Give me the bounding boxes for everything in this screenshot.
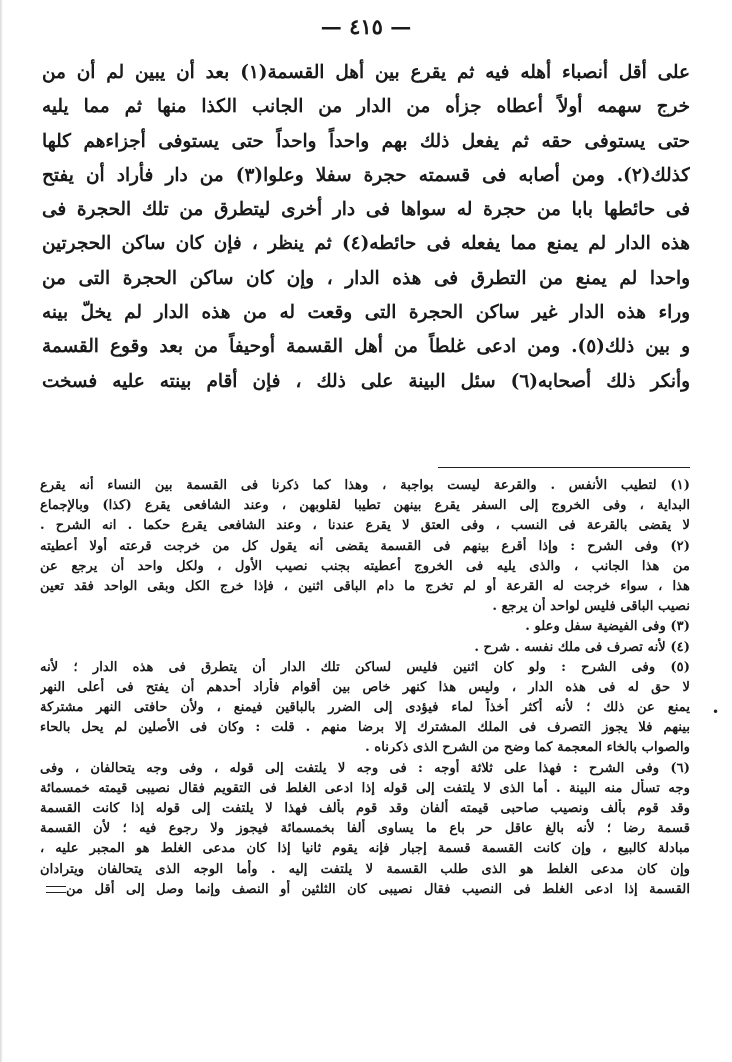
- main-line: فى حائطها بابا من حجرة له سواها فى دار أخرى ليتطرق من تلك الحجرة فى: [42, 199, 690, 221]
- footnote-last-text: القسمة إذا ادعى الغلط فى النصيب فقال نصيبى كان الثلثين أو النصف وإنما وصل إلى أقل من: [66, 881, 690, 897]
- footnote-line: البداية ، وفى الخروج إلى السفر يقرع بينهن تطيبا لقلوبهن ، وعند الشافعى يقرع (كذا) وبالإجماع: [40, 498, 690, 514]
- footnotes-block: [40, 476, 690, 900]
- footnote-line: من هذا الجانب ، والذى يليه فى الخروج أعطيته بجنب نصيب الأول ، ولكل واحد أن يرجع عن: [40, 558, 690, 574]
- footnote-line: بينهم فلا يجوز التصرف فى الملك المشترك إلا برضا منهم . قلت : وكان فى الأصلين لم يحل بالحاء: [40, 720, 690, 736]
- footnote-line: لا حق له فى هذه الدار ، وليس هذا كنهر خاص بين أقوام فأراد أحدهم أن يفتح فى أعلى النهر: [40, 679, 690, 695]
- footnote-line: وقد قوم بألف ونصيب صاحبى قيمته ألفان وقد قوم بألف فهذا لا يلتفت إلى قوله إذا كانت القسمة: [40, 801, 690, 816]
- margin-mark: •: [712, 705, 720, 719]
- main-line: واحدا لم يمنع من التطرق فى هذه الدار ، وإن كان ساكن الحجرة التى من: [42, 267, 690, 289]
- scan-edge: [0, 0, 3, 1062]
- main-line: خرج سهمه أولاً أعطاه جزأه من الدار من الجانب الكذا منها ثم مما يليه: [42, 96, 690, 118]
- main-line: هذه الدار لم يمنع مما يفعله فى حائطه(٤) ثم ينظر ، فإن كان ساكن الحجرتين: [42, 233, 690, 255]
- footnote-line: (٢) وفى الشرح : وإذا أقرع بينهم فى القسمة يقضى أنه يقول كل من خرجت قرعته أولا أعطيته: [40, 538, 690, 554]
- footnote-divider: [438, 467, 690, 468]
- main-line: و بين ذلك(٥). ومن ادعى غلطاً من أهل القسمة أوحيفاً من بعد وقوع القسمة: [42, 336, 690, 358]
- footnote-line: (٦) وفى الشرح : فهذا على ثلاثة أوجه : فى وجه لا يلتفت إلى قوله ، وفى وجه يتحالفان ، وفى: [40, 760, 690, 776]
- page-number: — ٤١٥ —: [320, 14, 412, 39]
- continuation-mark: [46, 886, 66, 893]
- main-line: وأنكر ذلك أصحابه(٦) سئل البينة على ذلك ، فإن أقام بينته عليه فسخت: [42, 370, 690, 392]
- footnote-line: نصيب الباقى فليس لواحد أن يرجع .: [492, 599, 690, 615]
- footnote-line: (١) لتطيب الأنفس . والقرعة ليست بواجبة ، وهذا كما ذكرنا فى القسمة بين النساء أنه يقرع: [40, 478, 690, 493]
- footnote-line: قسمة رضا ؛ لأنه بالغ عاقل حر باع ما يساوى ألفا بخمسمائة فيجوز ولا رجوع فيه ؛ لأن القسمة: [40, 821, 690, 837]
- footnote-line-last: [40, 880, 690, 900]
- footnote-line: (٥) وفى الشرح : ولو كان اثنين فليس لساكن تلك الدار أن يتطرق فى هذه الدار ؛ لأنه: [40, 659, 690, 675]
- main-line: حتى يستوفى حقه ثم يفعل ذلك بهم واحداً واحداً حتى يستوفى أجزاءهم كلها: [42, 130, 690, 152]
- footnote-line: مبادلة كالبيع ، وإن كانت القسمة قسمة إجبار فإنه يقوم ثانيا إذا كان مدعى الغلط هو المجبر عليه ،: [40, 841, 690, 857]
- main-line: كذلك(٢). ومن أصابه فى قسمته حجرة سفلا وعلوا(٣) من دار فأراد أن يفتح: [42, 164, 690, 186]
- main-text-block: [42, 56, 690, 399]
- main-line: وراء هذه الدار غير ساكن الحجرة التى وقعت له من هذه الدار لم يخلّ بينه: [42, 302, 690, 324]
- main-line: على أقل أنصباء أهله فيه ثم يقرع بين أهل القسمة(١) بعد أن يبين لم أن من: [42, 62, 690, 83]
- footnote-line: وإن كان مدعى الغلط هو الذى طلب القسمة لا يلتفت إليه . وأما الوجه الذى يتحالفان ويترادان: [40, 861, 690, 877]
- footnote-line: (٤) لأنه تصرف فى ملك نفسه . شرح .: [474, 639, 690, 655]
- footnote-line: هذا ، سواء خرجت له القرعة أو لم تخرج ما دام الباقى اثنين ، فإذا خرج الكل وبقى الواحد فقد تعين: [40, 578, 690, 594]
- footnote-line: لا يقضى بالقرعة فى النسب ، وفى العتق لا يقرع عندنا ، وعند الشافعى يقرع حكما . انه الشرح .: [40, 518, 690, 534]
- footnote-line: والصواب بالخاء المعجمة كما وضح من الشرح الذى ذكرناه .: [365, 740, 690, 756]
- footnote-line: (٣) وفى الفيضية سفل وعلو .: [525, 619, 690, 635]
- footnote-line: وجه تسأل منه البينة . أما الذى لا يلتفت إلى قوله إذا ادعى الغلط فى التقويم فقال نصيبى قيمته خمسمائة: [40, 780, 690, 796]
- footnote-line: يمنع عن ذلك ؛ لأنه أكثر أخذاً لماء فيؤدى إلى الضرر بالباقين فيمنع ، ولأن حافتى النهر مشتركة: [40, 700, 690, 716]
